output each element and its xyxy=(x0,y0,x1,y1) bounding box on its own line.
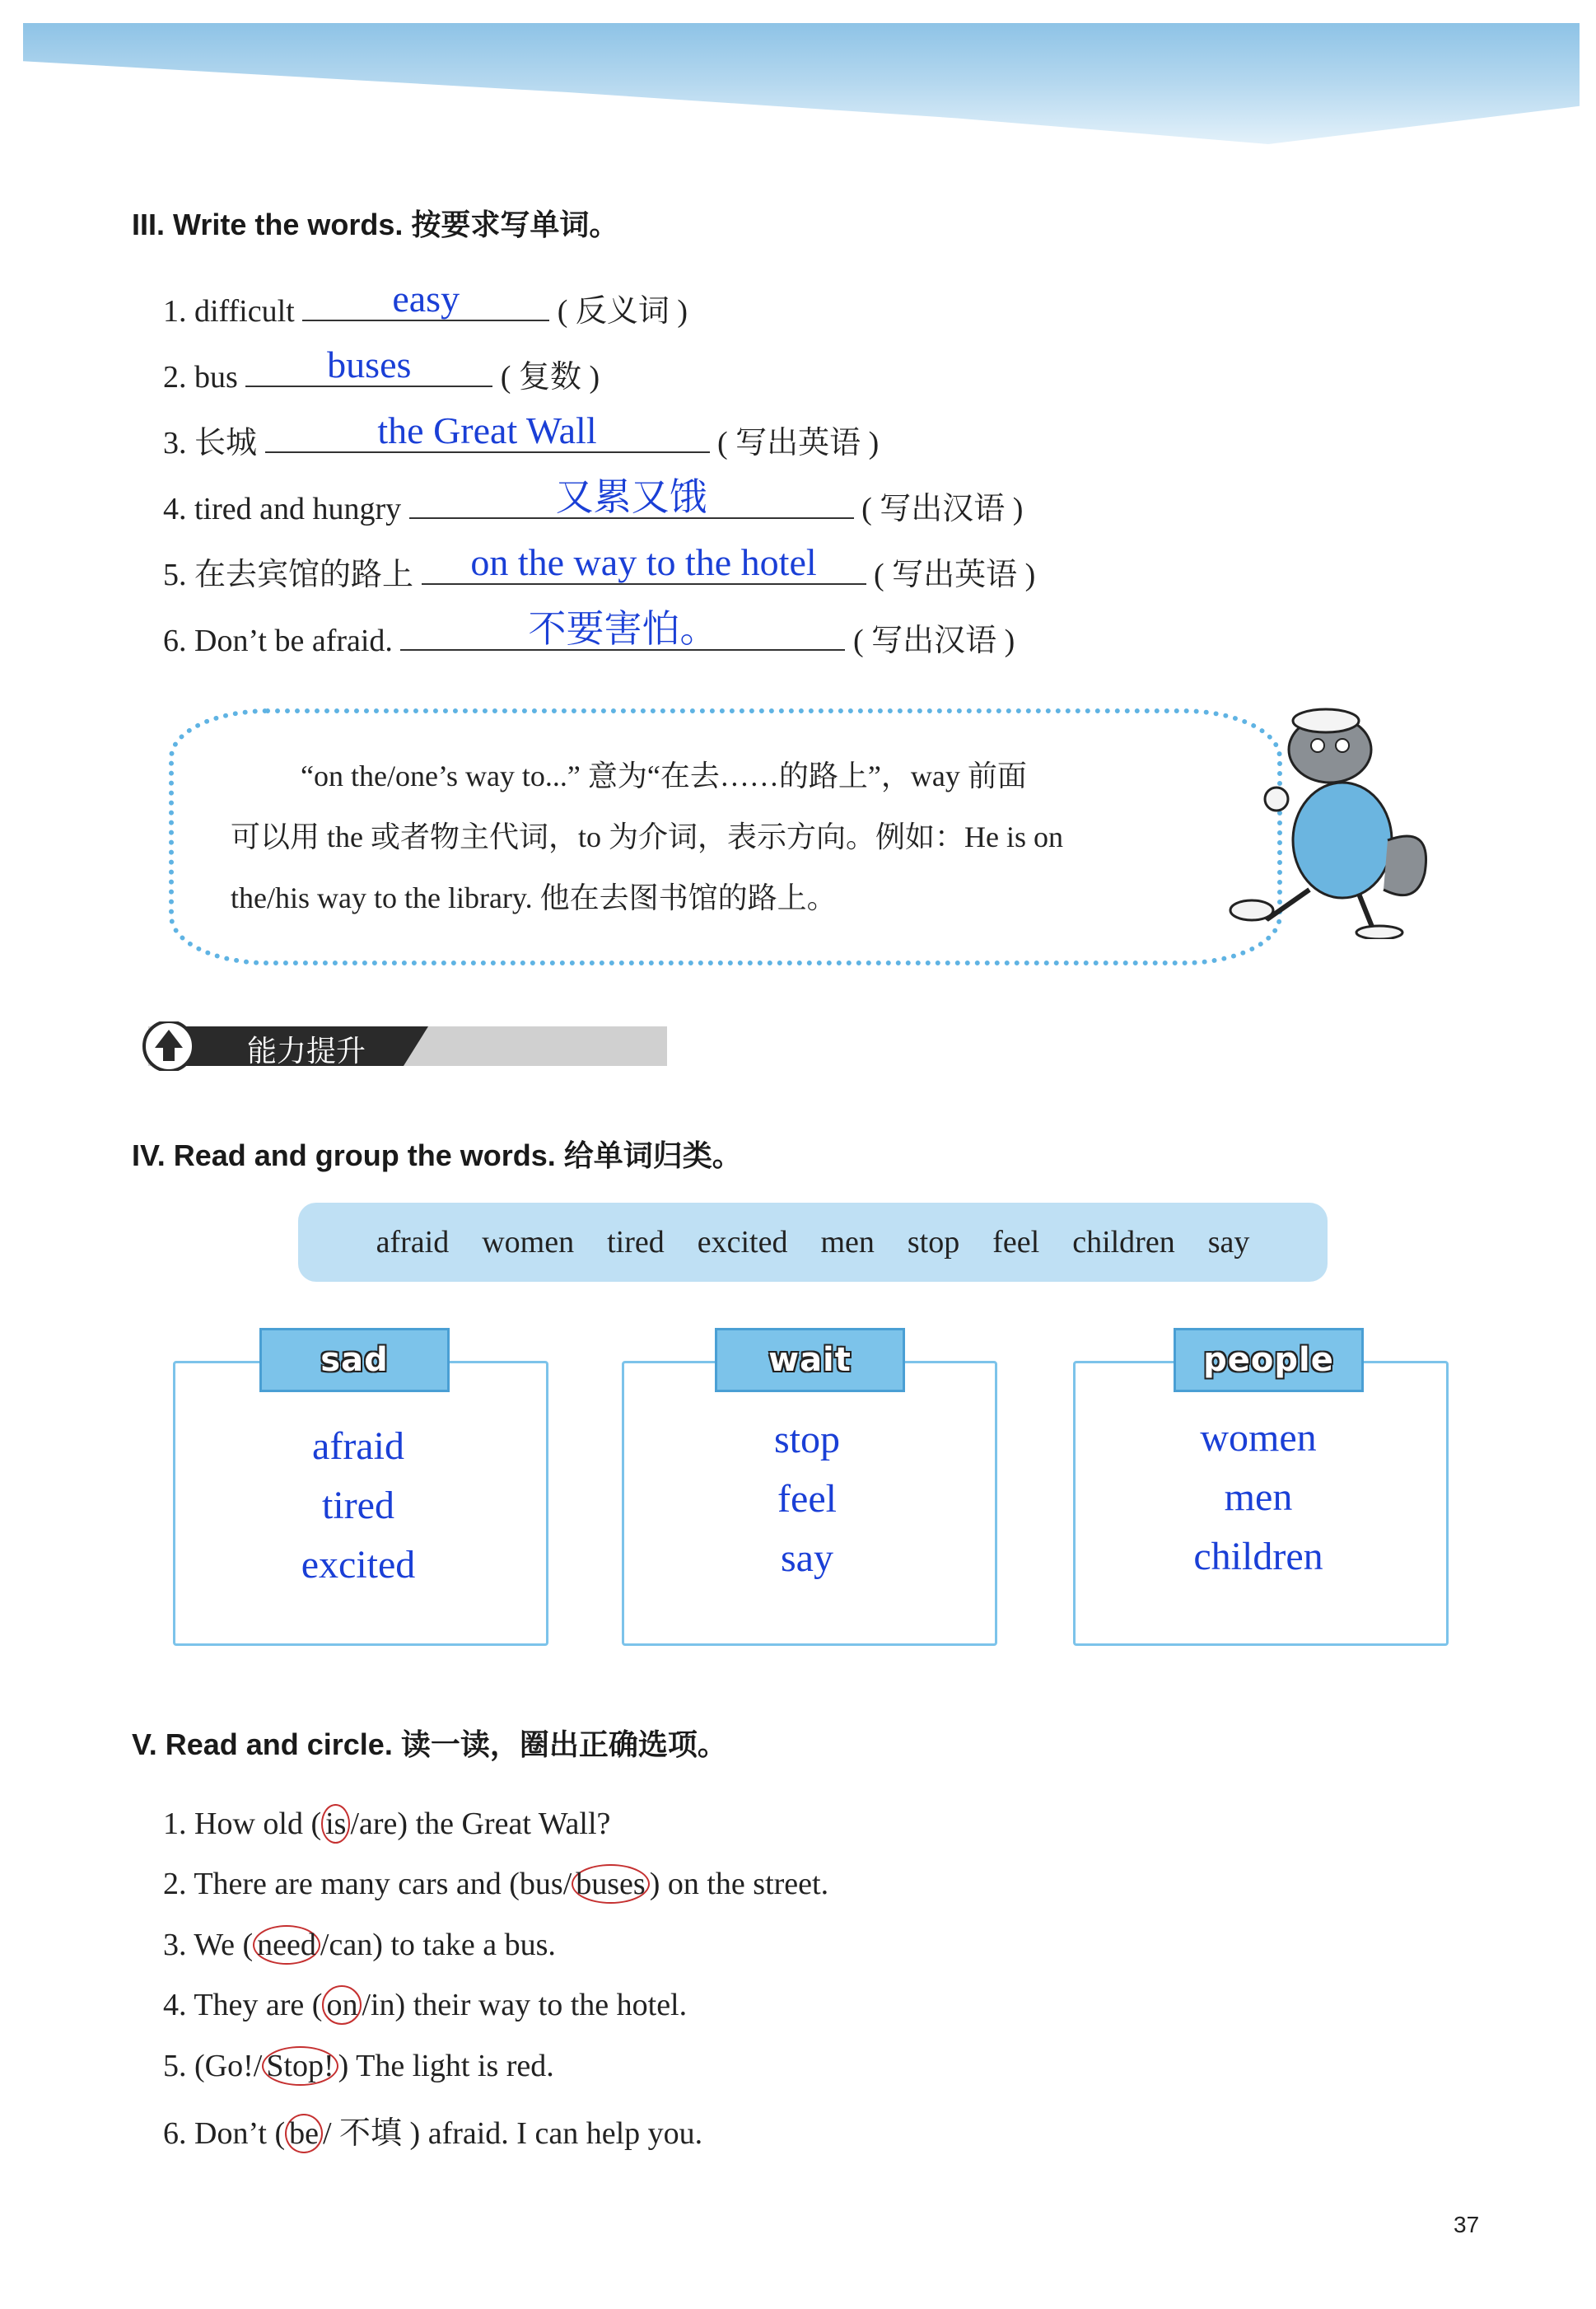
group-tab-wait: wait xyxy=(715,1328,905,1392)
word-bank-item: children xyxy=(1072,1225,1175,1260)
circled-answer[interactable]: on xyxy=(322,1985,362,2025)
top-banner xyxy=(23,23,1580,196)
word-bank-item: men xyxy=(820,1225,875,1260)
circled-answer[interactable]: buses xyxy=(572,1864,649,1904)
s5-item-3: 3. We ( need /can) to take a bus. xyxy=(163,1925,556,1965)
section4-title: IV. Read and group the words. 给单词归类。 xyxy=(132,1138,742,1172)
word-bank-item: women xyxy=(482,1225,575,1260)
answer-blank[interactable]: 不要害怕。 xyxy=(400,610,845,651)
s3-item-2: 2. bus buses ( 复数 ) xyxy=(163,344,600,395)
word-bank-item: feel xyxy=(992,1225,1040,1260)
s3-item-4: 4. tired and hungry 又累又饿 ( 写出汉语 ) xyxy=(163,474,1024,526)
s5-item-2: 2. There are many cars and (bus/ buses ) on the street. xyxy=(163,1864,828,1904)
word-bank xyxy=(298,1203,1328,1282)
circled-answer[interactable]: need xyxy=(253,1925,320,1965)
group-words-wait: stop feel say xyxy=(773,1418,840,1580)
section3-title: III. Write the words. 按要求写单词。 xyxy=(132,208,619,241)
ability-banner xyxy=(132,1021,667,1071)
s5-item-4: 4. They are ( on /in) their way to the hotel. xyxy=(163,1985,687,2025)
page-number: 37 xyxy=(1454,2212,1480,2237)
group-words-sad: afraid tired excited xyxy=(301,1424,416,1587)
s5-item-1: 1. How old ( is /are) the Great Wall? xyxy=(163,1804,610,1844)
s3-item-3: 3. 长城 the Great Wall ( 写出英语 ) xyxy=(163,409,880,460)
word-bank-item: excited xyxy=(697,1225,788,1260)
circled-answer[interactable]: be xyxy=(285,2114,323,2153)
s5-item-6: 6. Don’t ( be / 不填 ) afraid. I can help you. xyxy=(163,2107,702,2153)
mascot-illustration xyxy=(1219,700,1441,939)
answer-blank[interactable]: on the way to the hotel xyxy=(422,544,866,585)
s3-item-1: 1. difficult easy ( 反义词 ) xyxy=(163,278,688,329)
ability-banner-label: 能力提升 xyxy=(247,1035,366,1068)
circled-answer[interactable]: Stop! xyxy=(262,2046,338,2086)
answer-blank[interactable]: the Great Wall xyxy=(265,412,710,453)
group-tab-people: people xyxy=(1174,1328,1364,1392)
answer-blank[interactable]: easy xyxy=(302,280,549,321)
s5-item-5: 5. (Go!/ Stop! ) The light is red. xyxy=(163,2046,554,2086)
circled-answer[interactable]: is xyxy=(321,1804,350,1844)
word-bank-item: say xyxy=(1207,1225,1250,1260)
word-bank-item: stop xyxy=(907,1225,960,1260)
word-bank-item: afraid xyxy=(376,1225,450,1260)
group-words-people: women men children xyxy=(1193,1416,1323,1578)
group-tab-sad: sad xyxy=(259,1328,450,1392)
s3-item-5: 5. 在去宾馆的路上 on the way to the hotel ( 写出英语 ) xyxy=(163,541,1036,592)
s3-item-6: 6. Don’t be afraid. 不要害怕。 ( 写出汉语 ) xyxy=(163,606,1015,658)
answer-blank[interactable]: 又累又饿 xyxy=(409,478,854,519)
section5-title: V. Read and circle. 读一读，圈出正确选项。 xyxy=(132,1727,727,1761)
note-text: “on the/one’s way to...” 意为“在去……的路上”，way 前面 可以用 the 或者物主代词，to 为介词，表示方向。例如：He is on the/his way to the library. 他在去图书馆的路上。 xyxy=(231,760,1063,914)
word-bank-item: tired xyxy=(607,1225,665,1260)
answer-blank[interactable]: buses xyxy=(245,346,492,387)
